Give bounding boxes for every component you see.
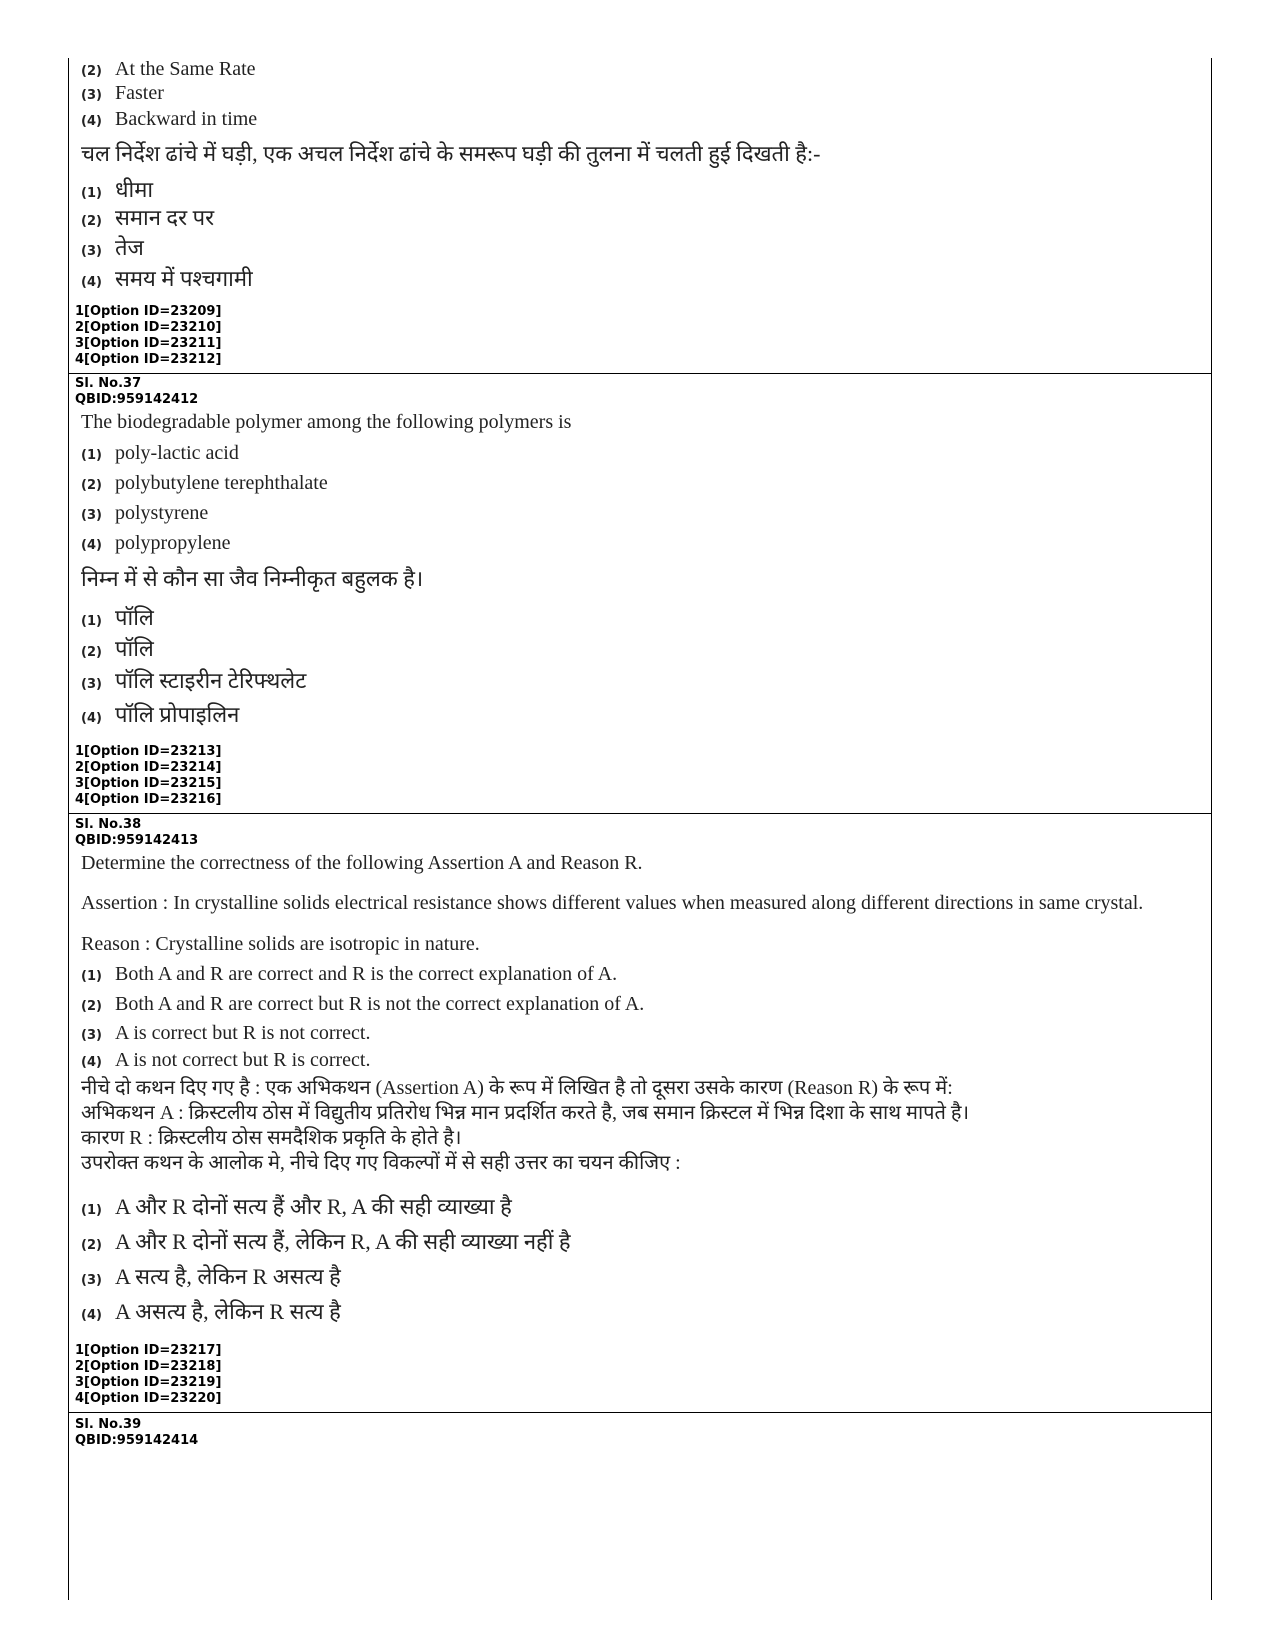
q37-hi-option-3: (3) पॉलि स्टाइरीन टेरिफ्थलेट [81,668,307,693]
option-id-line: 1[Option ID=23213] [75,744,222,759]
option-id-line: 2[Option ID=23210] [75,320,222,335]
hindi-stem-line: उपरोक्त कथन के आलोक मे, नीचे दिए गए विकल्पों में से सही उत्तर का चयन कीजिए : [81,1152,681,1174]
serial-number: Sl. No.39 [75,1417,142,1432]
q38-hi-option-2: (2) A और R दोनों सत्य हैं, लेकिन R, A की सही व्याख्या नहीं है [81,1229,571,1254]
qbid: QBID:959142412 [75,392,199,407]
q38-en-option-1: (1) Both A and R are correct and R is the correct explanation of A. [81,963,618,985]
q38-hi-option-1: (1) A और R दोनों सत्य हैं और R, A की सही व्याख्या है [81,1194,512,1219]
serial-number: Sl. No.38 [75,817,142,832]
q38-reason: Reason : Crystalline solids are isotropic in nature. [81,933,480,955]
q38-hi-option-3: (3) A सत्य है, लेकिन R असत्य है [81,1264,341,1289]
serial-number: Sl. No.37 [75,376,142,391]
option-id-line: 1[Option ID=23217] [75,1343,222,1358]
q37-option-ids [75,744,221,808]
q37-hi-option-1: (1) पॉलि [81,605,154,630]
q38-en-option-3: (3) A is correct but R is not correct. [81,1022,371,1044]
q38-en-option-2: (2) Both A and R are correct but R is not the correct explanation of A. [81,993,645,1015]
q36-en-option-3: (3) Faster [81,82,164,104]
q36-option-ids [75,304,221,368]
option-id-line: 3[Option ID=23215] [75,776,222,791]
option-id-line: 4[Option ID=23220] [75,1391,222,1406]
q37-en-option-1: (1) poly-lactic acid [81,442,239,464]
qbid: QBID:959142413 [75,833,199,848]
q36-hi-option-1: (1) धीमा [81,177,154,202]
q38-hi-option-4: (4) A असत्य है, लेकिन R सत्य है [81,1299,341,1324]
q37-hi-option-4: (4) पॉलि प्रोपाइलिन [81,702,240,727]
option-id-line: 4[Option ID=23212] [75,352,222,367]
q36-hindi-stem: चल निर्देश ढांचे में घड़ी, एक अचल निर्देश ढांचे के समरूप घड़ी की तुलना में चलती हुई दिखती है:- [81,141,821,166]
q36-hi-option-2: (2) समान दर पर [81,205,215,230]
question-divider [69,373,1211,374]
q36-en-option-4: (4) Backward in time [81,108,258,130]
q39-header [75,1417,198,1449]
q38-option-ids [75,1343,221,1407]
q38-en-option-4: (4) A is not correct but R is correct. [81,1049,371,1071]
q38-hindi-stem [81,1076,969,1176]
hindi-stem-line: अभिकथन A : क्रिस्टलीय ठोस में विद्युतीय प्रतिरोध भिन्न मान प्रदर्शित करते है, जब समान क्रिस्टल में भिन्न दिशा के साथ मापते है। [81,1102,970,1124]
q37-en-option-2: (2) polybutylene terephthalate [81,472,328,494]
q37-header [75,376,198,408]
option-id-line: 3[Option ID=23211] [75,336,222,351]
q38-english-stem: Determine the correctness of the following Assertion A and Reason R. [81,852,643,874]
q37-en-option-3: (3) polystyrene [81,502,209,524]
question-divider [69,813,1211,814]
option-id-line: 4[Option ID=23216] [75,792,222,807]
q38-assertion: Assertion : In crystalline solids electrical resistance shows different values when measured along different directions in same crystal. [81,892,1144,914]
option-id-line: 1[Option ID=23209] [75,304,222,319]
q37-en-option-4: (4) polypropylene [81,532,231,554]
question-divider [69,1412,1211,1413]
hindi-stem-line: कारण R : क्रिस्टलीय ठोस समदैशिक प्रकृति के होते है। [81,1127,462,1149]
q36-en-option-2: (2) At the Same Rate [81,58,256,80]
q38-header [75,817,198,849]
q37-english-stem: The biodegradable polymer among the following polymers is [81,411,572,433]
option-id-line: 2[Option ID=23218] [75,1359,222,1374]
hindi-stem-line: नीचे दो कथन दिए गए है : एक अभिकथन (Assertion A) के रूप में लिखित है तो दूसरा उसके कारण (Reason R) के रूप में: [81,1077,953,1099]
q37-hi-option-2: (2) पॉलि [81,636,154,661]
q36-hi-option-4: (4) समय में पश्चगामी [81,266,253,291]
question-paper-frame [68,58,1212,1600]
q36-hi-option-3: (3) तेज [81,235,144,260]
q37-hindi-stem: निम्न में से कौन सा जैव निम्नीकृत बहुलक है। [81,566,424,591]
option-id-line: 3[Option ID=23219] [75,1375,222,1390]
qbid: QBID:959142414 [75,1433,199,1448]
option-id-line: 2[Option ID=23214] [75,760,222,775]
